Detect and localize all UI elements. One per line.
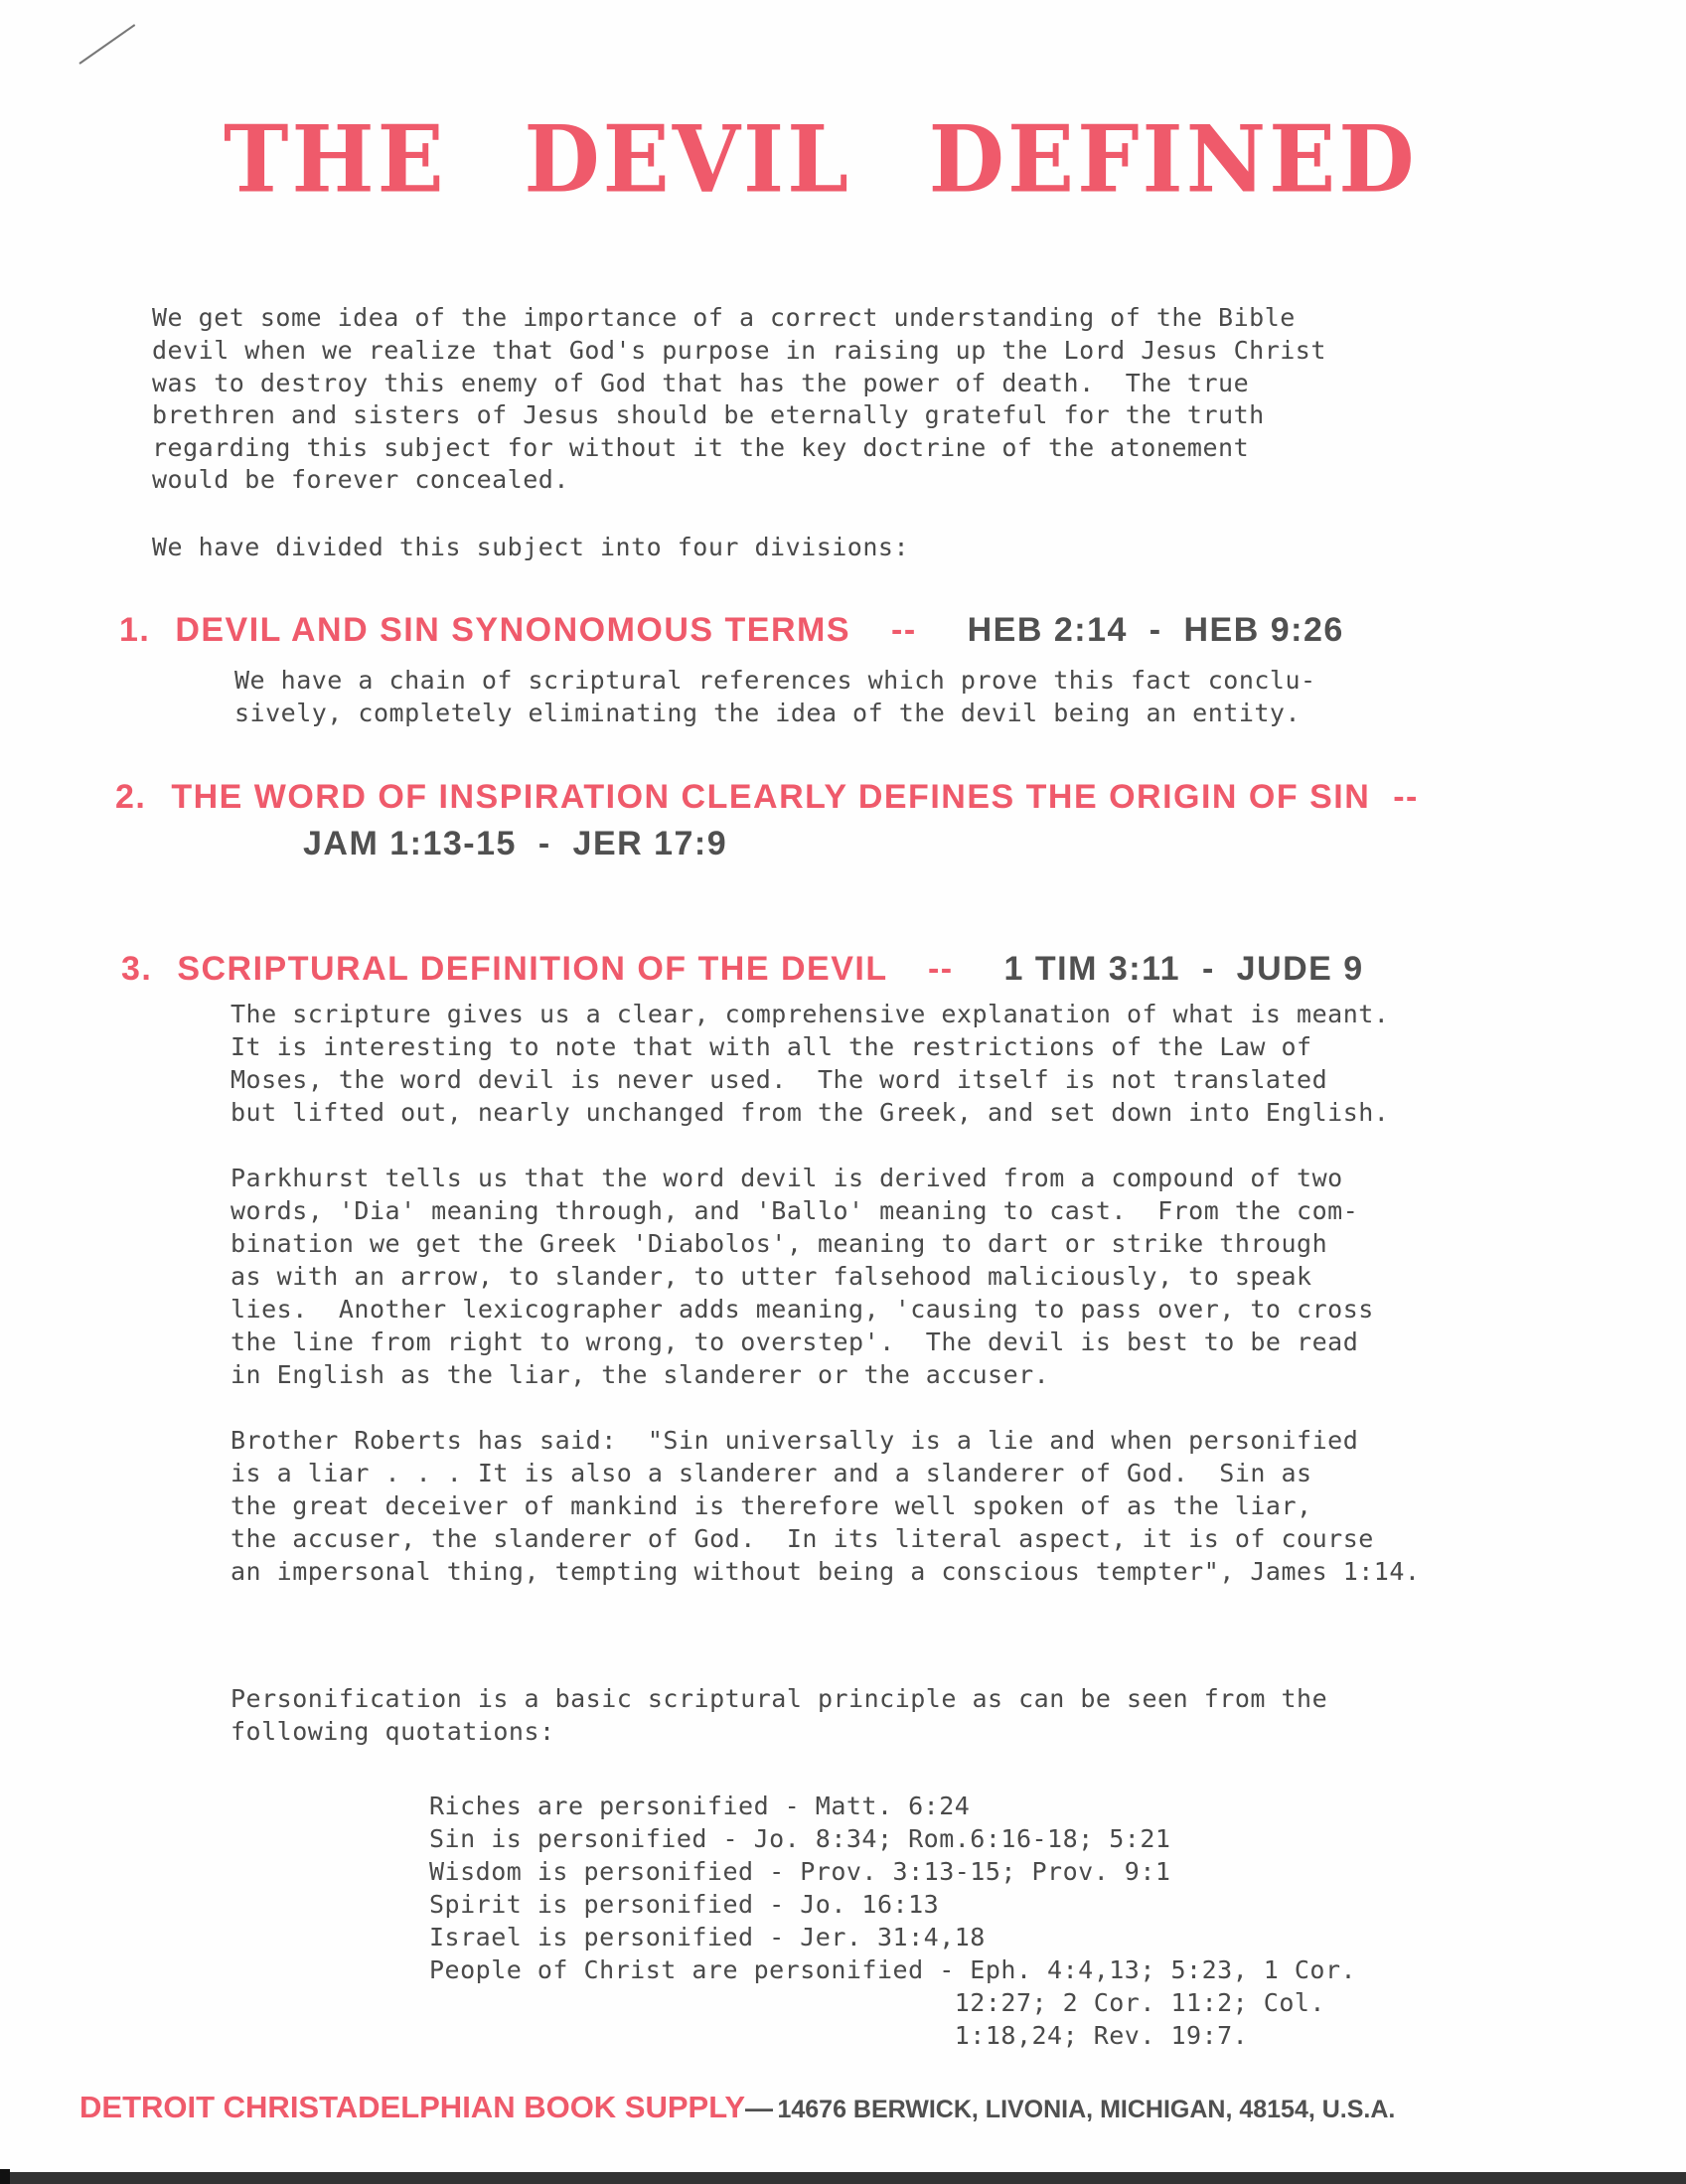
divisions-line: We have divided this subject into four divisions: <box>152 533 910 561</box>
paragraph-line: the great deceiver of mankind is therefore well spoken of as the liar, <box>230 1491 1312 1520</box>
scan-edge <box>0 2172 1686 2184</box>
intro-line: would be forever concealed. <box>152 465 569 494</box>
page-title: THE DEVIL DEFINED <box>224 104 1418 214</box>
section-2-heading <box>115 778 1419 817</box>
paragraph-line: but lifted out, nearly unchanged from the Greek, and set down into English. <box>230 1098 1390 1127</box>
pen-mark <box>78 24 135 65</box>
section-title: DEVIL AND SIN SYNONOMOUS TERMS <box>175 611 851 649</box>
paragraph-line: Moses, the word devil is never used. The word itself is not translated <box>230 1065 1328 1094</box>
paragraph-line: following quotations: <box>230 1717 555 1746</box>
paragraph-line: bination we get the Greek 'Diabolos', meaning to dart or strike through <box>230 1229 1328 1258</box>
section-body-line: sively, completely eliminating the idea of the devil being an entity. <box>234 699 1302 727</box>
section-title: THE WORD OF INSPIRATION CLEARLY DEFINES THE ORIGIN OF SIN <box>171 778 1371 816</box>
paragraph-line: in English as the liar, the slanderer or the accuser. <box>230 1360 1050 1389</box>
section-title: SCRIPTURAL DEFINITION OF THE DEVIL <box>177 950 887 988</box>
publisher-address: 14676 BERWICK, LIVONIA, MICHIGAN, 48154, U.S.A. <box>777 2096 1396 2123</box>
section-dash: -- <box>927 950 954 988</box>
paragraph-line: words, 'Dia' meaning through, and 'Ballo' meaning to cast. From the com- <box>230 1196 1359 1225</box>
paragraph-line: is a liar . . . It is also a slanderer and a slanderer of God. Sin as <box>230 1459 1312 1487</box>
intro-line: was to destroy this enemy of God that has the power of death. The true <box>152 369 1250 397</box>
section-body-line: We have a chain of scriptural references which prove this fact conclu- <box>234 666 1316 695</box>
intro-line: regarding this subject for without it the key doctrine of the atonement <box>152 433 1250 462</box>
quotation-item: People of Christ are personified - Eph. 4:4,13; 5:23, 1 Cor. <box>429 1955 1357 1984</box>
paragraph-line: an impersonal thing, tempting without being a conscious tempter", James 1:14. <box>230 1557 1421 1586</box>
publisher-name: DETROIT CHRISTADELPHIAN BOOK SUPPLY <box>79 2090 745 2124</box>
quotation-item: 12:27; 2 Cor. 11:2; Col. <box>429 1988 1325 2017</box>
section-number: 2. <box>115 778 147 816</box>
section-number: 3. <box>121 950 153 988</box>
paragraph-line: lies. Another lexicographer adds meaning, 'causing to pass over, to cross <box>230 1295 1374 1324</box>
quotation-item: Spirit is personified - Jo. 16:13 <box>429 1890 940 1919</box>
section-dash: -- <box>1393 778 1419 816</box>
footer-dash: — <box>745 2093 773 2123</box>
paragraph-line: the line from right to wrong, to overstep'. The devil is best to be read <box>230 1327 1359 1356</box>
section-number: 1. <box>119 611 151 649</box>
section-dash: -- <box>891 611 917 649</box>
section-1-heading <box>119 611 1344 650</box>
quotation-item: Israel is personified - Jer. 31:4,18 <box>429 1923 986 1951</box>
intro-line: devil when we realize that God's purpose in raising up the Lord Jesus Christ <box>152 336 1326 365</box>
section-3-heading <box>121 950 1364 989</box>
quotation-item: Wisdom is personified - Prov. 3:13-15; Prov. 9:1 <box>429 1857 1171 1886</box>
quotation-item: Riches are personified - Matt. 6:24 <box>429 1792 971 1820</box>
section-refs: 1 TIM 3:11 - JUDE 9 <box>1003 950 1364 988</box>
paragraph-line: It is interesting to note that with all the restrictions of the Law of <box>230 1032 1312 1061</box>
paragraph-line: The scripture gives us a clear, comprehensive explanation of what is meant. <box>230 1000 1390 1028</box>
footer <box>79 2090 1395 2125</box>
paragraph-line: Brother Roberts has said: "Sin universally is a lie and when personified <box>230 1426 1359 1455</box>
intro-line: We get some idea of the importance of a correct understanding of the Bible <box>152 303 1296 332</box>
intro-line: brethren and sisters of Jesus should be eternally grateful for the truth <box>152 400 1265 429</box>
section-refs: HEB 2:14 - HEB 9:26 <box>967 611 1344 649</box>
paragraph-line: Parkhurst tells us that the word devil is derived from a compound of two <box>230 1164 1343 1192</box>
quotation-item: Sin is personified - Jo. 8:34; Rom.6:16-18; 5:21 <box>429 1824 1171 1853</box>
section-refs: JAM 1:13-15 - JER 17:9 <box>303 825 728 862</box>
paragraph-line: the accuser, the slanderer of God. In its literal aspect, it is of course <box>230 1524 1374 1553</box>
scan-edge-corner <box>0 2169 10 2184</box>
quotation-item: 1:18,24; Rev. 19:7. <box>429 2021 1249 2050</box>
paragraph-line: Personification is a basic scriptural principle as can be seen from the <box>230 1684 1328 1713</box>
paragraph-line: as with an arrow, to slander, to utter falsehood maliciously, to speak <box>230 1262 1312 1291</box>
